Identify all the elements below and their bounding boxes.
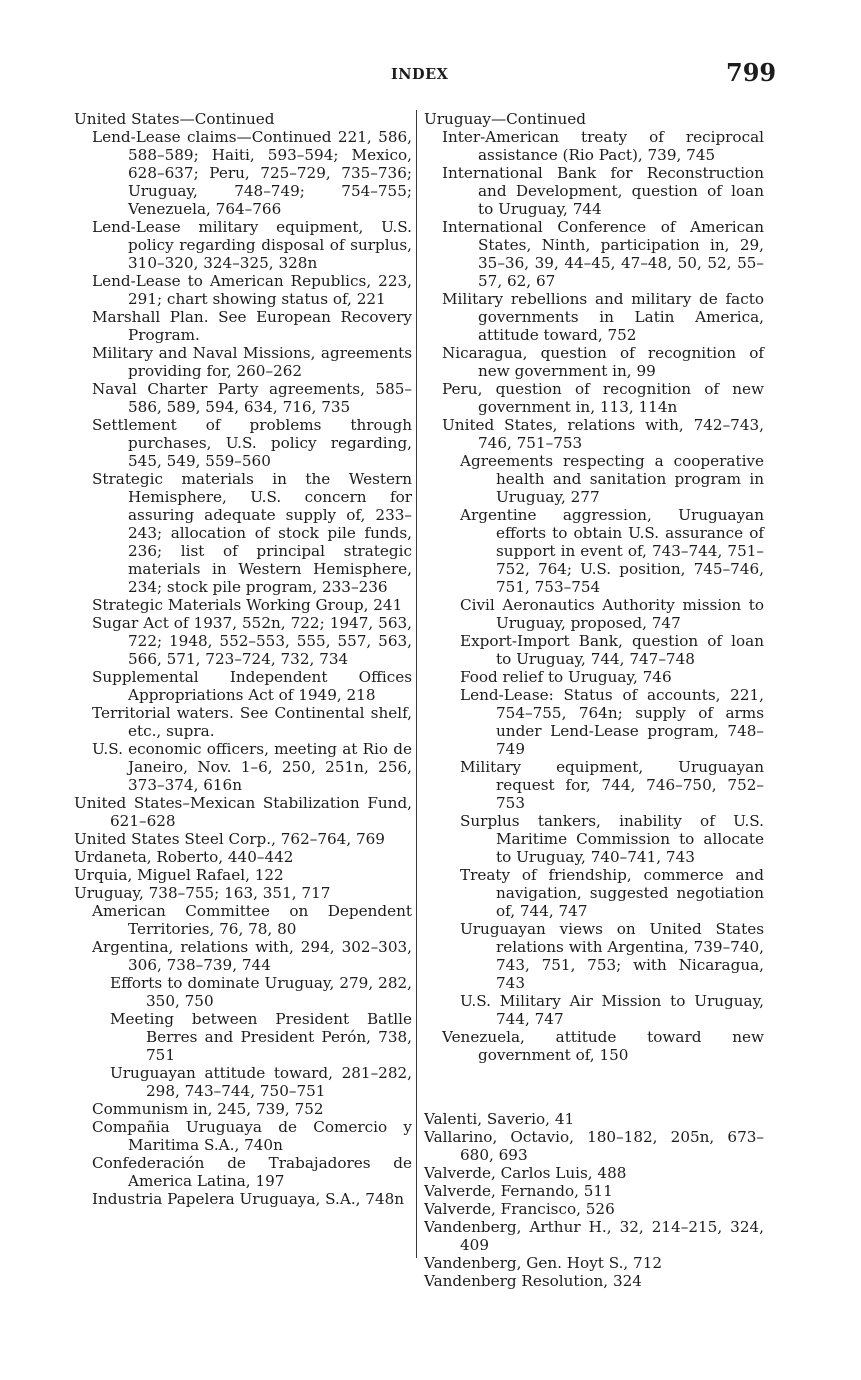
index-entry: Valenti, Saverio, 41 — [424, 1110, 575, 1129]
index-subentry: Sugar Act of 1937, 552n, 722; 1947, 563, 722; 1948, 552–553, 555, 557, 563, 566, 571, 723–724, 732, 734 — [92, 614, 412, 668]
index-subentry: Uruguayan views on United States relations with Argentina, 739–740, 743, 751, 753; with Nicaragua, 743 — [460, 920, 764, 992]
index-subentry: United States, relations with, 742–743, 746, 751–753 — [442, 416, 764, 452]
index-subentry: Confederación de Trabajadores de America Latina, 197 — [92, 1154, 412, 1190]
index-entry: Vandenberg, Gen. Hoyt S., 712 — [424, 1254, 663, 1273]
index-entry: Urquia, Miguel Rafael, 122 — [74, 866, 284, 884]
index-subentry: Territorial waters. See Continental shelf, etc., supra. — [92, 704, 412, 740]
index-entry: Vallarino, Octavio, 180–182, 205n, 673–680, 693 — [424, 1128, 764, 1165]
index-subentry: American Committee on Dependent Territories, 76, 78, 80 — [92, 902, 412, 938]
index-entry: Vandenberg, Arthur H., 32, 214–215, 324, 409 — [424, 1218, 764, 1255]
index-entry: Valverde, Fernando, 511 — [424, 1182, 613, 1201]
index-subentry: Venezuela, attitude toward new government of, 150 — [442, 1028, 764, 1064]
section-spacer — [424, 1079, 764, 1095]
index-subentry: Lend-Lease to American Republics, 223, 291; chart showing status of, 221 — [92, 272, 412, 308]
index-subentry: Naval Charter Party agreements, 585–586, 589, 594, 634, 716, 735 — [92, 380, 412, 416]
index-subentry: Argentina, relations with, 294, 302–303, 306, 738–739, 744 — [92, 938, 412, 974]
page-number: 799 — [726, 58, 777, 87]
index-subentry: Inter-American treaty of reciprocal assistance (Rio Pact), 739, 745 — [442, 128, 764, 164]
index-subentry: Lend-Lease military equipment, U.S. policy regarding disposal of surplus, 310–320, 324–325, 328n — [92, 218, 412, 272]
index-entry: Vandenberg Resolution, 324 — [424, 1272, 642, 1291]
index-subentry: Supplemental Independent Offices Appropriations Act of 1949, 218 — [92, 668, 412, 704]
index-subentry: International Conference of American States, Ninth, participation in, 29, 35–36, 39, 44–45, 47–48, 50, 52, 55–57, 62, 67 — [442, 218, 764, 290]
index-entry: Valverde, Francisco, 526 — [424, 1200, 615, 1219]
index-entry: Uruguay, 738–755; 163, 351, 717 — [74, 884, 331, 902]
index-subentry: Uruguayan attitude toward, 281–282, 298, 743–744, 750–751 — [110, 1064, 412, 1100]
index-subentry: Treaty of friendship, commerce and navigation, suggested negotiation of, 744, 747 — [460, 866, 764, 920]
index-subentry: Surplus tankers, inability of U.S. Maritime Commission to allocate to Uruguay, 740–741, 743 — [460, 812, 764, 866]
index-subentry: Meeting between President Batlle Berres and President Perón, 738, 751 — [110, 1010, 412, 1064]
index-subentry: Marshall Plan. See European Recovery Program. — [92, 308, 412, 344]
index-subentry: Industria Papelera Uruguaya, S.A., 748n — [92, 1190, 405, 1208]
index-subentry: Strategic Materials Working Group, 241 — [92, 596, 403, 614]
index-entry: Urdaneta, Roberto, 440–442 — [74, 848, 294, 866]
index-subentry: Peru, question of recognition of new government in, 113, 114n — [442, 380, 764, 416]
index-subentry: Argentine aggression, Uruguayan efforts to obtain U.S. assurance of support in event of, 743–744, 751–752, 764; U.S. position, 745–746, 751, 753–754 — [460, 506, 764, 596]
index-subentry: U.S. economic officers, meeting at Rio de Janeiro, Nov. 1–6, 250, 251n, 256, 373–374, 616n — [92, 740, 412, 794]
index-column-left — [74, 110, 412, 1208]
index-subentry: Lend-Lease: Status of accounts, 221, 754–755, 764n; supply of arms under Lend-Lease program, 748–749 — [460, 686, 764, 758]
index-subentry: Lend-Lease claims—Continued 221, 586, 588–589; Haiti, 593–594; Mexico, 628–637; Peru, 725–729, 735–736; Uruguay, 748–749; 754–755; Venezuela, 764–766 — [92, 128, 412, 218]
index-subentry: Efforts to dominate Uruguay, 279, 282, 350, 750 — [110, 974, 412, 1010]
index-subentry: Nicaragua, question of recognition of new government in, 99 — [442, 344, 764, 380]
index-subentry: International Bank for Reconstruction and Development, question of loan to Uruguay, 744 — [442, 164, 764, 218]
index-subentry: Compañia Uruguaya de Comercio y Maritima S.A., 740n — [92, 1118, 412, 1154]
index-entry: Uruguay—Continued — [424, 110, 586, 128]
index-subentry: Military and Naval Missions, agreements providing for, 260–262 — [92, 344, 412, 380]
index-subentry: Settlement of problems through purchases, U.S. policy regarding, 545, 549, 559–560 — [92, 416, 412, 470]
index-subentry: Communism in, 245, 739, 752 — [92, 1100, 324, 1118]
index-subentry: U.S. Military Air Mission to Uruguay, 744, 747 — [460, 992, 764, 1028]
column-divider — [416, 110, 417, 1258]
index-subentry: Export-Import Bank, question of loan to Uruguay, 744, 747–748 — [460, 632, 764, 668]
index-subentry: Civil Aeronautics Authority mission to Uruguay, proposed, 747 — [460, 596, 764, 632]
running-head: INDEX — [391, 66, 449, 83]
index-subentry: Food relief to Uruguay, 746 — [460, 668, 672, 686]
index-entry: United States—Continued — [74, 110, 275, 128]
index-subentry: Military rebellions and military de facto governments in Latin America, attitude toward, 752 — [442, 290, 764, 344]
index-column-right — [424, 110, 764, 1290]
index-entry: United States Steel Corp., 762–764, 769 — [74, 830, 385, 848]
index-subentry: Strategic materials in the Western Hemisphere, U.S. concern for assuring adequate supply of, 233–243; allocation of stock pile funds, 236; list of principal strategic materials in Western Hemisphere, 234; stock pile program, 233–236 — [92, 470, 412, 596]
index-subentry: Military equipment, Uruguayan request for, 744, 746–750, 752–753 — [460, 758, 764, 812]
index-subentry: Agreements respecting a cooperative health and sanitation program in Uruguay, 277 — [460, 452, 764, 506]
index-entry: United States–Mexican Stabilization Fund, 621–628 — [74, 794, 412, 830]
index-entry: Valverde, Carlos Luis, 488 — [424, 1164, 627, 1183]
